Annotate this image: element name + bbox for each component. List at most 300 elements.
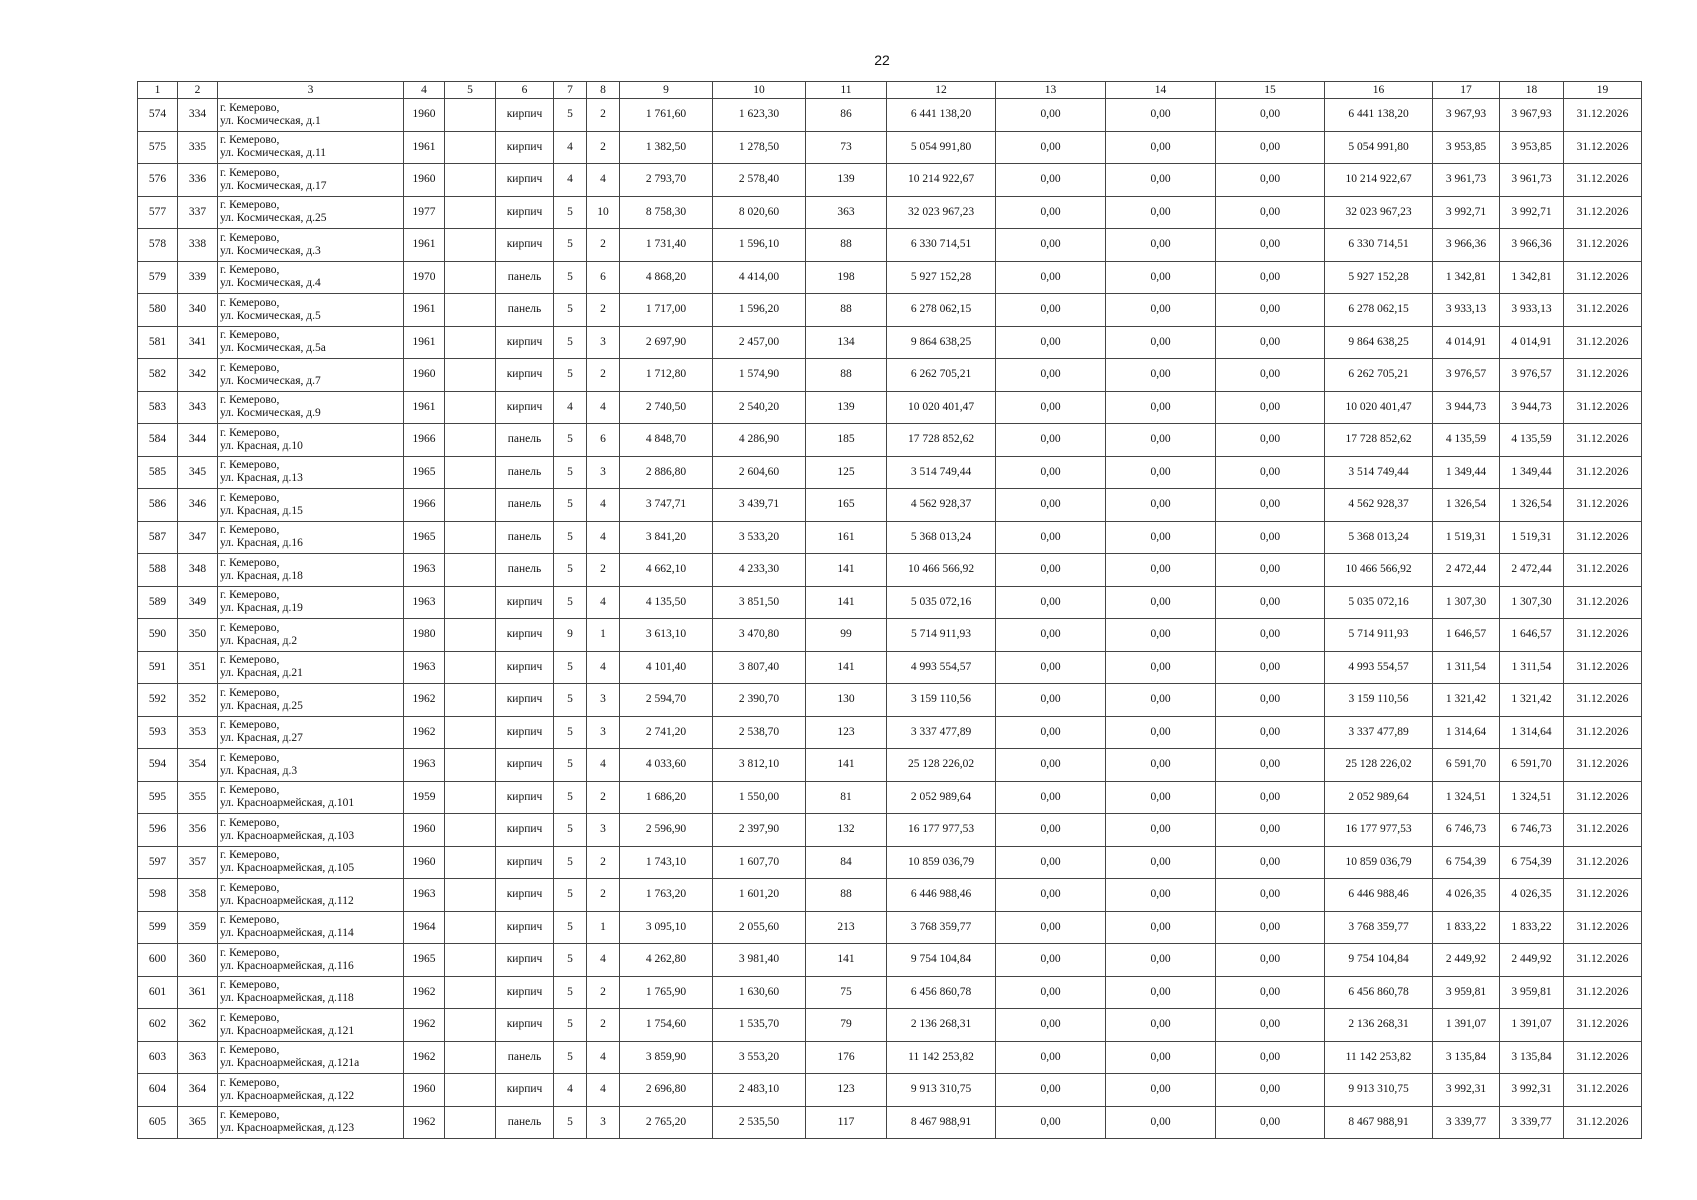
table-cell [445, 619, 496, 652]
table-cell: 5 [554, 814, 587, 847]
table-cell: 31.12.2026 [1564, 684, 1642, 717]
address-street: ул. Красная, д.21 [220, 667, 303, 680]
table-cell: 3 613,10 [620, 619, 713, 652]
table-cell: 0,00 [1106, 1106, 1216, 1139]
table-cell: 0,00 [996, 879, 1106, 912]
table-cell: 0,00 [1216, 294, 1325, 327]
table-cell: 0,00 [1216, 391, 1325, 424]
table-cell: 5 [554, 781, 587, 814]
table-cell: 1977 [404, 196, 445, 229]
table-row [138, 424, 1642, 457]
address-cell [218, 261, 404, 294]
table-cell: 31.12.2026 [1564, 716, 1642, 749]
table-cell [445, 294, 496, 327]
table-cell: 1 550,00 [713, 781, 806, 814]
table-row [138, 911, 1642, 944]
table-cell: 8 467 988,91 [887, 1106, 996, 1139]
table-cell: 132 [806, 814, 887, 847]
table-cell [445, 131, 496, 164]
table-cell [445, 99, 496, 132]
address-cell [218, 229, 404, 262]
table-cell: 0,00 [1106, 131, 1216, 164]
table-cell: 588 [138, 554, 178, 587]
table-cell: кирпич [496, 716, 554, 749]
table-cell: 4 414,00 [713, 261, 806, 294]
table-cell: 31.12.2026 [1564, 326, 1642, 359]
table-cell: 3 768 359,77 [887, 911, 996, 944]
address-cell [218, 521, 404, 554]
table-cell: 1 743,10 [620, 846, 713, 879]
table-cell: 84 [806, 846, 887, 879]
column-header: 4 [404, 82, 445, 99]
table-cell: 0,00 [996, 196, 1106, 229]
table-cell: 1961 [404, 326, 445, 359]
table-cell: 3 747,71 [620, 489, 713, 522]
table-cell: 0,00 [996, 489, 1106, 522]
table-cell: 0,00 [1106, 814, 1216, 847]
address-city: г. Кемерово, [220, 264, 280, 277]
table-cell: 1960 [404, 814, 445, 847]
table-cell: 31.12.2026 [1564, 131, 1642, 164]
column-header: 6 [496, 82, 554, 99]
table-cell: 88 [806, 294, 887, 327]
table-cell [445, 814, 496, 847]
table-cell: 5 368 013,24 [887, 521, 996, 554]
address-street: ул. Космическая, д.11 [220, 147, 327, 160]
table-cell: 1 382,50 [620, 131, 713, 164]
table-cell: 0,00 [1216, 554, 1325, 587]
table-cell: 0,00 [1106, 1074, 1216, 1107]
table-cell: 1 391,07 [1433, 1009, 1500, 1042]
table-cell: 5 927 152,28 [887, 261, 996, 294]
table-cell: 31.12.2026 [1564, 359, 1642, 392]
table-cell: 31.12.2026 [1564, 261, 1642, 294]
table-cell: 99 [806, 619, 887, 652]
address-cell [218, 1009, 404, 1042]
table-cell [445, 944, 496, 977]
table-cell: 365 [178, 1106, 218, 1139]
address-city: г. Кемерово, [220, 784, 280, 797]
table-cell: 0,00 [1106, 911, 1216, 944]
table-cell: 88 [806, 229, 887, 262]
table-cell: 1 311,54 [1433, 651, 1500, 684]
table-cell: 1 763,20 [620, 879, 713, 912]
table-cell: 31.12.2026 [1564, 619, 1642, 652]
table-cell: 1 519,31 [1500, 521, 1564, 554]
table-cell: 0,00 [1106, 99, 1216, 132]
table-cell: 1962 [404, 976, 445, 1009]
table-cell: 1 307,30 [1500, 586, 1564, 619]
table-cell: панель [496, 294, 554, 327]
table-cell: 6 [587, 424, 620, 457]
address-street: ул. Красная, д.25 [220, 699, 303, 712]
table-cell: 592 [138, 684, 178, 717]
table-cell: 587 [138, 521, 178, 554]
table-row [138, 1106, 1642, 1139]
table-cell: 2 [587, 359, 620, 392]
table-cell: 0,00 [1216, 326, 1325, 359]
table-cell: 88 [806, 359, 887, 392]
column-header: 16 [1325, 82, 1433, 99]
table-cell: 0,00 [1216, 164, 1325, 197]
table-cell: 1964 [404, 911, 445, 944]
table-cell: 3 967,93 [1500, 99, 1564, 132]
table-cell: 5 [554, 196, 587, 229]
table-cell: 0,00 [996, 749, 1106, 782]
table-cell [445, 261, 496, 294]
table-cell: 3 992,71 [1500, 196, 1564, 229]
table-cell: 0,00 [1216, 1009, 1325, 1042]
table-cell: 3 981,40 [713, 944, 806, 977]
table-cell: 3 [587, 456, 620, 489]
address-street: ул. Космическая, д.17 [220, 179, 327, 192]
table-cell [445, 521, 496, 554]
address-street: ул. Космическая, д.9 [220, 407, 321, 420]
table-cell: 31.12.2026 [1564, 196, 1642, 229]
table-cell [445, 846, 496, 879]
table-cell: 4 233,30 [713, 554, 806, 587]
table-cell: 0,00 [996, 911, 1106, 944]
table-cell: 1 391,07 [1500, 1009, 1564, 1042]
address-street: ул. Космическая, д.25 [220, 212, 327, 225]
table-cell: 1963 [404, 586, 445, 619]
table-cell: 0,00 [996, 976, 1106, 1009]
table-cell: кирпич [496, 749, 554, 782]
table-cell: кирпич [496, 196, 554, 229]
address-cell [218, 586, 404, 619]
table-cell: 3 944,73 [1500, 391, 1564, 424]
table-cell: 125 [806, 456, 887, 489]
table-cell: 0,00 [996, 164, 1106, 197]
table-cell: 2 540,20 [713, 391, 806, 424]
address-city: г. Кемерово, [220, 881, 280, 894]
table-cell: кирпич [496, 619, 554, 652]
table-cell: 605 [138, 1106, 178, 1139]
table-cell: 1966 [404, 424, 445, 457]
table-cell: 6 456 860,78 [1325, 976, 1433, 1009]
address-street: ул. Красноармейская, д.118 [220, 992, 354, 1005]
table-cell: 1 596,10 [713, 229, 806, 262]
table-cell: 0,00 [1106, 619, 1216, 652]
table-cell: 10 859 036,79 [887, 846, 996, 879]
table-row [138, 879, 1642, 912]
table-cell: 213 [806, 911, 887, 944]
table-cell: 0,00 [1216, 131, 1325, 164]
table-cell: 3 159 110,56 [887, 684, 996, 717]
address-street: ул. Красноармейская, д.101 [220, 797, 355, 810]
table-cell: 352 [178, 684, 218, 717]
table-cell: 351 [178, 651, 218, 684]
table-cell: 0,00 [1106, 229, 1216, 262]
table-row [138, 391, 1642, 424]
table-cell: 5 [554, 749, 587, 782]
table-row [138, 781, 1642, 814]
table-cell: кирпич [496, 164, 554, 197]
table-cell: 0,00 [1106, 489, 1216, 522]
table-cell: 10 466 566,92 [1325, 554, 1433, 587]
table-cell: 0,00 [1216, 99, 1325, 132]
table-cell: 0,00 [1216, 879, 1325, 912]
table-cell: 603 [138, 1041, 178, 1074]
address-cell [218, 619, 404, 652]
table-cell: 1959 [404, 781, 445, 814]
address-cell [218, 976, 404, 1009]
table-cell: 2 596,90 [620, 814, 713, 847]
table-cell: 1 [587, 911, 620, 944]
table-cell: 350 [178, 619, 218, 652]
table-cell: 0,00 [1106, 716, 1216, 749]
table-cell: 3 339,77 [1500, 1106, 1564, 1139]
address-cell [218, 424, 404, 457]
column-header: 11 [806, 82, 887, 99]
table-cell: 3 933,13 [1500, 294, 1564, 327]
table-cell: 1963 [404, 749, 445, 782]
table-cell: 345 [178, 456, 218, 489]
table-cell: 1965 [404, 944, 445, 977]
table-cell: 4 135,50 [620, 586, 713, 619]
table-cell: 362 [178, 1009, 218, 1042]
table-cell: 2 [587, 294, 620, 327]
table-cell: кирпич [496, 879, 554, 912]
address-city: г. Кемерово, [220, 329, 280, 342]
table-cell: 1 761,60 [620, 99, 713, 132]
table-cell: 5 [554, 359, 587, 392]
address-cell [218, 99, 404, 132]
table-cell: 4 [587, 1074, 620, 1107]
table-cell: панель [496, 456, 554, 489]
table-cell: 2 390,70 [713, 684, 806, 717]
table-cell: 5 [554, 976, 587, 1009]
table-cell: кирпич [496, 911, 554, 944]
address-cell [218, 1041, 404, 1074]
table-cell: 1980 [404, 619, 445, 652]
table-cell: 5 [554, 489, 587, 522]
table-cell: 4 868,20 [620, 261, 713, 294]
table-cell: 0,00 [996, 1106, 1106, 1139]
table-row [138, 586, 1642, 619]
address-street: ул. Красная, д.2 [220, 634, 298, 647]
address-city: г. Кемерово, [220, 394, 280, 407]
table-cell: 1 311,54 [1500, 651, 1564, 684]
column-header: 17 [1433, 82, 1500, 99]
table-cell: 348 [178, 554, 218, 587]
table-cell: 6 262 705,21 [887, 359, 996, 392]
address-cell [218, 294, 404, 327]
table-cell: 31.12.2026 [1564, 164, 1642, 197]
table-cell: 2 397,90 [713, 814, 806, 847]
table-cell: 31.12.2026 [1564, 489, 1642, 522]
table-cell: 0,00 [1216, 944, 1325, 977]
table-cell: 5 035 072,16 [887, 586, 996, 619]
address-street: ул. Красная, д.3 [220, 764, 298, 777]
table-cell: 3 859,90 [620, 1041, 713, 1074]
table-cell: 5 714 911,93 [1325, 619, 1433, 652]
table-cell: 1 754,60 [620, 1009, 713, 1042]
table-cell: 6 456 860,78 [887, 976, 996, 1009]
address-city: г. Кемерово, [220, 621, 280, 634]
table-cell: 0,00 [1106, 521, 1216, 554]
table-cell: 141 [806, 651, 887, 684]
address-city: г. Кемерово, [220, 1076, 280, 1089]
table-cell: 1 [587, 619, 620, 652]
table-cell: 134 [806, 326, 887, 359]
table-cell: 1 519,31 [1433, 521, 1500, 554]
column-header: 14 [1106, 82, 1216, 99]
table-cell: 0,00 [1106, 391, 1216, 424]
table-row [138, 846, 1642, 879]
table-cell [445, 456, 496, 489]
table-cell: 0,00 [996, 814, 1106, 847]
table-cell: 0,00 [996, 261, 1106, 294]
table-cell: 5 [554, 1009, 587, 1042]
column-header: 8 [587, 82, 620, 99]
address-cell [218, 846, 404, 879]
table-cell: 3 135,84 [1433, 1041, 1500, 1074]
table-cell: 589 [138, 586, 178, 619]
column-header: 2 [178, 82, 218, 99]
address-city: г. Кемерово, [220, 231, 280, 244]
table-cell: 123 [806, 716, 887, 749]
table-cell: 4 135,59 [1500, 424, 1564, 457]
table-cell: 9 913 310,75 [1325, 1074, 1433, 1107]
table-cell: 1961 [404, 294, 445, 327]
table-cell: 604 [138, 1074, 178, 1107]
address-street: ул. Красноармейская, д.123 [220, 1122, 355, 1135]
address-city: г. Кемерово, [220, 361, 280, 374]
table-cell: 31.12.2026 [1564, 391, 1642, 424]
table-cell: 10 214 922,67 [1325, 164, 1433, 197]
table-cell: 6 746,73 [1433, 814, 1500, 847]
table-cell: 0,00 [1106, 294, 1216, 327]
table-cell: 0,00 [1216, 749, 1325, 782]
column-header: 3 [218, 82, 404, 99]
table-cell: кирпич [496, 99, 554, 132]
address-city: г. Кемерово, [220, 654, 280, 667]
table-cell: 2 472,44 [1433, 554, 1500, 587]
table-cell: 0,00 [996, 619, 1106, 652]
table-cell: 0,00 [996, 651, 1106, 684]
table-cell: 3 553,20 [713, 1041, 806, 1074]
table-cell: 0,00 [1106, 749, 1216, 782]
address-street: ул. Красноармейская, д.105 [220, 862, 355, 875]
table-cell: 31.12.2026 [1564, 554, 1642, 587]
table-row [138, 196, 1642, 229]
table-cell: 2 052 989,64 [1325, 781, 1433, 814]
table-cell: 11 142 253,82 [887, 1041, 996, 1074]
table-cell: 355 [178, 781, 218, 814]
table-cell: 0,00 [1216, 651, 1325, 684]
table-cell: 16 177 977,53 [1325, 814, 1433, 847]
housing-registry-table [137, 81, 1642, 1139]
table-cell: 4 026,35 [1500, 879, 1564, 912]
table-cell: 5 [554, 911, 587, 944]
table-cell: кирпич [496, 684, 554, 717]
table-cell: 5 [554, 261, 587, 294]
table-cell: 2 [587, 229, 620, 262]
table-row [138, 1041, 1642, 1074]
table-cell: 2 697,90 [620, 326, 713, 359]
table-cell: 185 [806, 424, 887, 457]
table-cell: 3 807,40 [713, 651, 806, 684]
table-cell: 0,00 [1216, 911, 1325, 944]
table-cell: 1965 [404, 456, 445, 489]
table-cell: 1 326,54 [1433, 489, 1500, 522]
table-cell: 4 [554, 391, 587, 424]
table-cell: 3 966,36 [1433, 229, 1500, 262]
address-street: ул. Космическая, д.5а [220, 342, 326, 355]
address-cell [218, 456, 404, 489]
table-cell [445, 554, 496, 587]
table-cell: 0,00 [1216, 976, 1325, 1009]
table-cell: 364 [178, 1074, 218, 1107]
table-cell: 9 754 104,84 [1325, 944, 1433, 977]
table-cell: 4 [587, 749, 620, 782]
table-cell: 31.12.2026 [1564, 1009, 1642, 1042]
table-cell [445, 1009, 496, 1042]
table-cell: 165 [806, 489, 887, 522]
table-cell: 3 533,20 [713, 521, 806, 554]
table-cell: 3 992,71 [1433, 196, 1500, 229]
address-street: ул. Красная, д.13 [220, 472, 303, 485]
address-cell [218, 684, 404, 717]
table-cell [445, 424, 496, 457]
table-cell: 10 214 922,67 [887, 164, 996, 197]
table-cell: 0,00 [1216, 1106, 1325, 1139]
table-cell [445, 586, 496, 619]
table-cell: 0,00 [996, 131, 1106, 164]
table-cell: 3 337 477,89 [887, 716, 996, 749]
table-cell: 334 [178, 99, 218, 132]
table-cell: 17 728 852,62 [887, 424, 996, 457]
table-cell: 1 765,90 [620, 976, 713, 1009]
address-cell [218, 944, 404, 977]
column-header: 9 [620, 82, 713, 99]
table-cell: кирпич [496, 326, 554, 359]
table-cell: 2 535,50 [713, 1106, 806, 1139]
table-cell: 31.12.2026 [1564, 99, 1642, 132]
table-cell: 585 [138, 456, 178, 489]
table-cell: 1960 [404, 359, 445, 392]
table-cell: панель [496, 489, 554, 522]
address-city: г. Кемерово, [220, 946, 280, 959]
table-row [138, 521, 1642, 554]
table-cell: 9 [554, 619, 587, 652]
address-city: г. Кемерово, [220, 686, 280, 699]
table-cell: панель [496, 424, 554, 457]
table-cell: 581 [138, 326, 178, 359]
table-cell: 1 342,81 [1500, 261, 1564, 294]
table-cell: 3 992,31 [1433, 1074, 1500, 1107]
table-cell: 0,00 [1106, 976, 1216, 1009]
table-cell: 5 [554, 424, 587, 457]
table-cell: 1 596,20 [713, 294, 806, 327]
table-cell: 343 [178, 391, 218, 424]
table-cell: 0,00 [996, 229, 1106, 262]
address-cell [218, 781, 404, 814]
table-cell: 3 953,85 [1500, 131, 1564, 164]
table-cell: кирпич [496, 976, 554, 1009]
column-header: 15 [1216, 82, 1325, 99]
table-cell: 31.12.2026 [1564, 976, 1642, 1009]
table-cell: 4 101,40 [620, 651, 713, 684]
table-cell: 1 326,54 [1500, 489, 1564, 522]
table-cell: 6 446 988,46 [887, 879, 996, 912]
table-cell: 5 [554, 521, 587, 554]
address-city: г. Кемерово, [220, 199, 280, 212]
table-cell: 141 [806, 586, 887, 619]
table-row [138, 651, 1642, 684]
address-city: г. Кемерово, [220, 459, 280, 472]
